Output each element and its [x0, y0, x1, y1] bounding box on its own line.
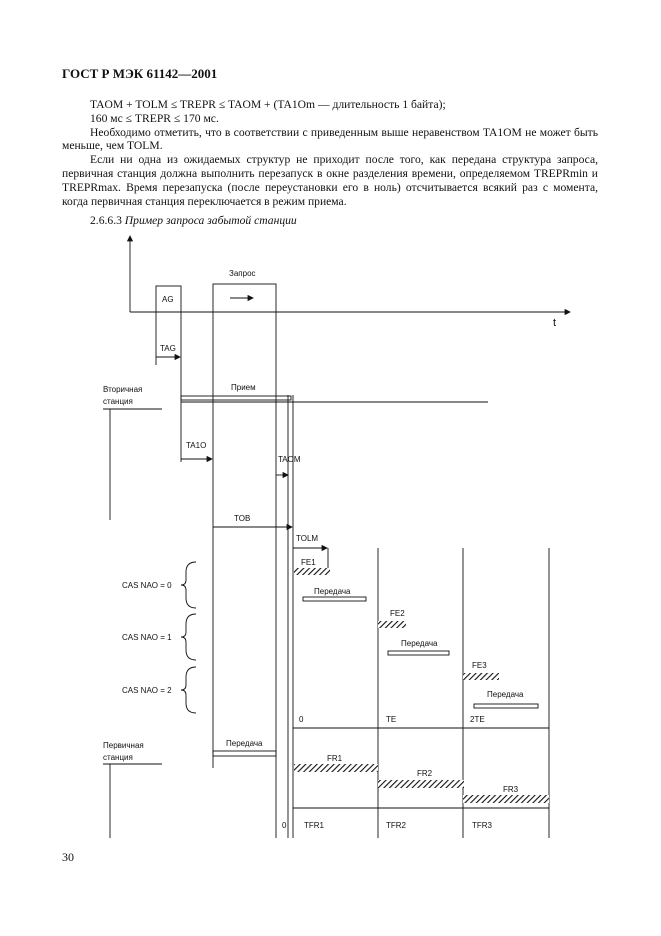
paragraph-restart: Если ни одна из ожидаемых структур не приходит после того, как передана структура запроса, первичная станция должна выполнить перезапуск в окне разделения времени, определяемом TREPRmin и TREPRmax. Время перезапуска (после переустановки его в ноль) отсчитывается всякий раз с момента, когда первичная станция переключается в режим приема.: [62, 153, 598, 208]
fr1-hatch: [294, 764, 378, 772]
ta1o-label: TA1O: [186, 441, 207, 450]
paragraph-note: Необходимо отметить, что в соответствии с приведенным выше неравенством TA1OM не может быть меньше, чем TOLM.: [62, 125, 598, 153]
tick-0-label: 0: [299, 715, 304, 724]
secondary-label-1: Вторичная: [103, 385, 143, 394]
brace-cas1: [181, 614, 196, 660]
document-header: ГОСТ Р МЭК 61142—2001: [62, 66, 218, 81]
formula-line-2: 160 мс ≤ TREPR ≤ 170 мс.: [90, 111, 219, 125]
primary-label-2: станция: [103, 753, 133, 762]
brace-cas0: [181, 562, 196, 608]
tob-label: TOB: [234, 514, 251, 523]
primary-label-1: Первичная: [103, 741, 144, 750]
caption-title: Пример запроса забытой станции: [124, 214, 297, 227]
cas2-label: CAS NAO = 2: [122, 686, 172, 695]
tolm-label: TOLM: [296, 534, 319, 543]
receive-label: Прием: [231, 383, 256, 392]
fe2-hatch: [378, 621, 406, 628]
tag-label: TAG: [160, 344, 176, 353]
primary-transmit-label: Передача: [226, 739, 263, 748]
formula-line-1: TAOM + TOLM ≤ TREPR ≤ TAOM + (TA1Om — длительность 1 байта);: [90, 98, 446, 111]
tfr2-label: TFR2: [386, 821, 406, 830]
transmit-label-1: Передача: [314, 587, 351, 596]
tfr3-label: TFR3: [472, 821, 492, 830]
transmit-label-2: Передача: [401, 639, 438, 648]
secondary-label-2: станция: [103, 397, 133, 406]
fe1-hatch: [294, 568, 330, 575]
transmit-label-3: Передача: [487, 690, 524, 699]
t-axis-label: t: [553, 317, 557, 329]
fe1-label: FE1: [301, 558, 316, 567]
cas0-label: CAS NAO = 0: [122, 581, 172, 590]
transmit-bar-1: [303, 597, 366, 601]
fe3-label: FE3: [472, 661, 487, 670]
fr2-label: FR2: [417, 769, 433, 778]
brace-cas2: [181, 667, 196, 713]
bottom-0-label: 0: [282, 821, 287, 830]
cas1-label: CAS NAO = 1: [122, 633, 172, 642]
caption-number: 2.6.6.3: [90, 214, 122, 227]
page-number: 30: [62, 850, 74, 864]
tick-te-label: TE: [386, 715, 397, 724]
ag-label: AG: [162, 295, 174, 304]
transmit-bar-2: [388, 651, 449, 655]
fr3-label: FR3: [503, 785, 519, 794]
taom-label: TAOM: [278, 455, 301, 464]
fe3-hatch: [463, 673, 499, 680]
tfr1-label: TFR1: [304, 821, 324, 830]
tick-2te-label: 2TE: [470, 715, 485, 724]
fr1-label: FR1: [327, 754, 343, 763]
primary-transmit-bar: [213, 751, 276, 756]
fe2-label: FE2: [390, 609, 405, 618]
transmit-bar-3: [474, 704, 538, 708]
request-label: Запрос: [229, 269, 256, 278]
receive-bar: [181, 396, 291, 400]
fr3-hatch: [463, 795, 549, 803]
fr2-hatch: [378, 780, 464, 788]
